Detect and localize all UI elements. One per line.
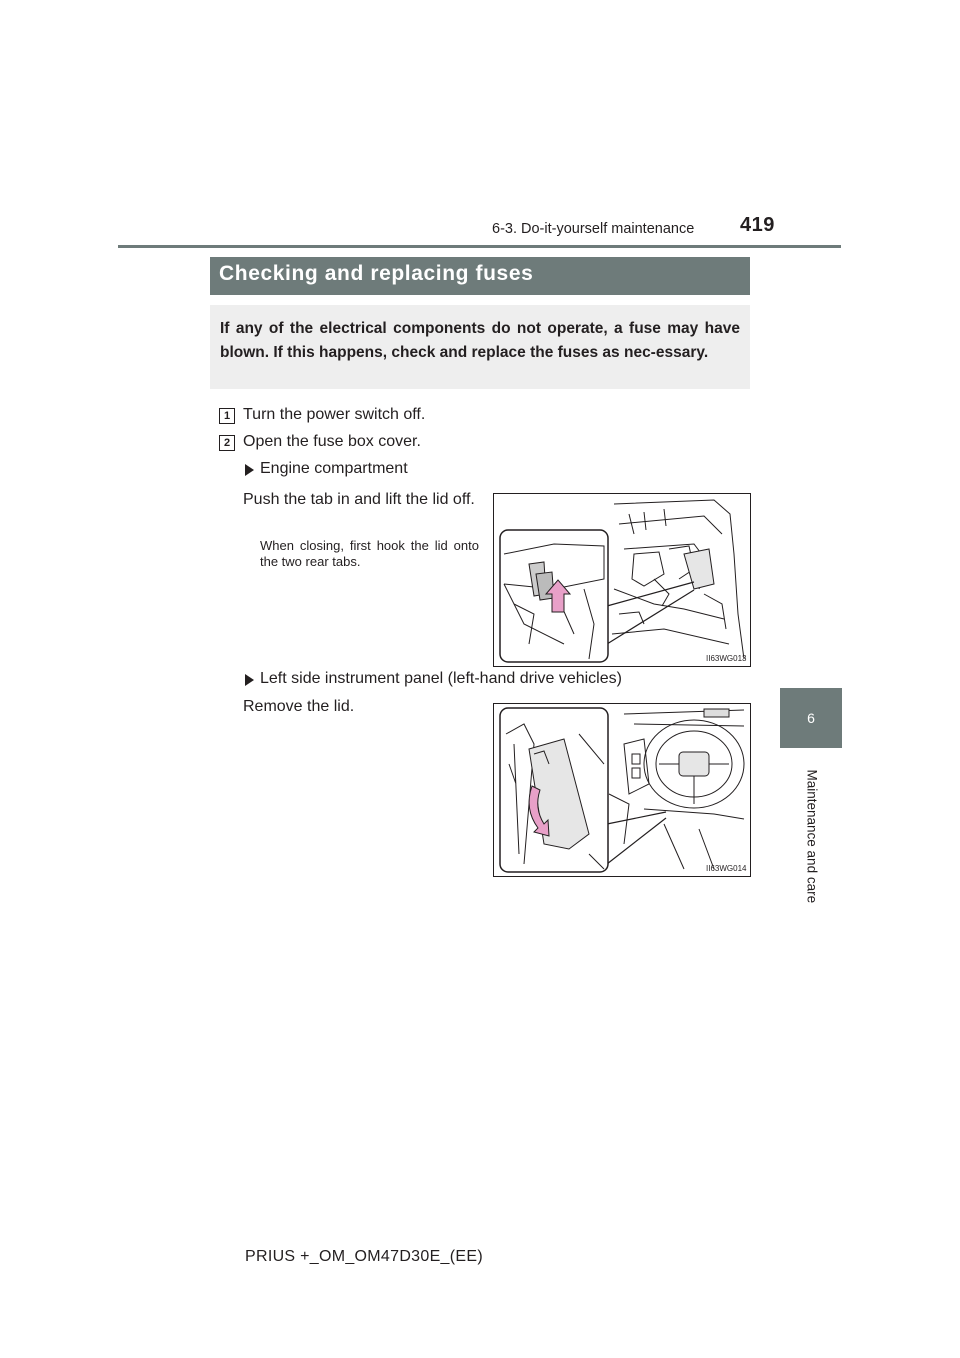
- chapter-tab: 6: [780, 688, 842, 748]
- running-header-section: 6-3. Do-it-yourself maintenance: [492, 221, 695, 237]
- figure-code: II63WG014: [706, 864, 747, 873]
- instrument-panel-instruction: Remove the lid.: [243, 698, 355, 715]
- instrument-panel-drawing: [494, 704, 750, 876]
- instrument-panel-heading: Left side instrument panel (left-hand drive vehicles): [260, 670, 622, 687]
- engine-fuse-box-illustration: [493, 493, 751, 667]
- engine-compartment-drawing: [494, 494, 750, 666]
- bullet-arrow-icon: [245, 674, 254, 686]
- step-1-badge: 1: [219, 408, 235, 424]
- instrument-panel-fuse-box-illustration: [493, 703, 751, 877]
- engine-compartment-instruction: Push the tab in and lift the lid off.: [243, 491, 475, 508]
- intro-text: If any of the electrical components do not operate, a fuse may have blown. If this happens, check and replace the fuses as nec-essary.: [220, 320, 740, 361]
- engine-compartment-note: When closing, first hook the lid onto the two rear tabs.: [260, 538, 479, 569]
- figure-code: II63WG013: [706, 654, 747, 663]
- step-2-badge: 2: [219, 435, 235, 451]
- chapter-label: Maintenance and care: [804, 769, 820, 904]
- engine-compartment-heading: Engine compartment: [260, 460, 408, 477]
- step-1-text: Turn the power switch off.: [243, 406, 426, 423]
- step-2-text: Open the fuse box cover.: [243, 433, 421, 450]
- page-number: 419: [740, 214, 775, 236]
- document-id: PRIUS +_OM_OM47D30E_(EE): [245, 1248, 483, 1265]
- header-divider: [118, 245, 841, 248]
- bullet-arrow-icon: [245, 464, 254, 476]
- section-title: Checking and replacing fuses: [219, 262, 534, 285]
